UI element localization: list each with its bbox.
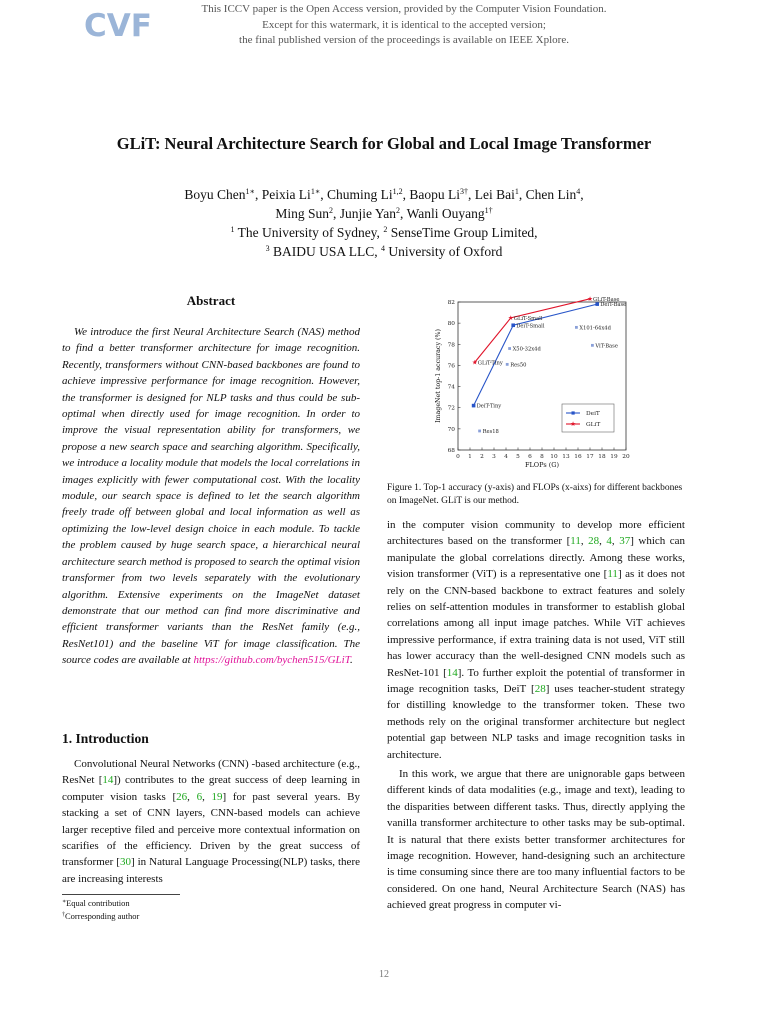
- author-line-2: Ming Sun$^2$, Junjie Yan$^2$, Wanli Ouyang$^{1\dagger}$: [275, 206, 493, 221]
- x-tick-label: 13: [562, 454, 570, 460]
- x-tick-label: 0: [456, 454, 460, 460]
- data-point: ★: [587, 295, 593, 304]
- affiliation-number: 4: [381, 244, 386, 253]
- data-point: [508, 347, 511, 350]
- point-label: X50-32x4d: [512, 346, 541, 353]
- text-run: ] which can manipulate the global correlations directly. Among these works, vision transformer (ViT) is a representative one [: [387, 535, 686, 581]
- data-point: [472, 404, 476, 408]
- intro-paragraph: [62, 756, 360, 887]
- citation-link[interactable]: 26: [176, 790, 188, 803]
- x-tick-label: 4: [504, 454, 508, 460]
- svg-text:CVF: CVF: [84, 8, 152, 44]
- footnote-mark: ∗: [62, 899, 67, 905]
- abstract-body: We introduce the first Neural Architecture Search (NAS) method to find a better transformer architecture for image recognition. Recently, transformers without CNN-based backbones are found to achieve impressive performance for image recognition. However, the transformer is designed for NLP tasks and thus could be sub-optimal when directly used for image recognition. In order to improve the visual representation ability for transformers, we propose a new search space and searching algorithm. Specifically, we introduce a locality module that models the local correlations in images explicitly with fewer computational cost. With the locality module, our search space is defined to let the search algorithm freely trade off between global and local information as well as optimizing the low-level design choice in each module. To tackle the problem caused by huge search space, a hierarchical neural architecture search method is proposed to search the optimal vision transformer from two levels separately with the evolutionary algorithm. Extensive experiments on the ImageNet dataset demonstrate that our method can find more discriminative and efficient transformer variants than the ResNet family (e.g., ResNet101) and the baseline ViT for image classification. The source codes are available at: [62, 326, 360, 667]
- x-axis-label: FLOPs (G): [524, 461, 560, 469]
- y-tick-label: 82: [447, 300, 455, 306]
- citation-link[interactable]: 11: [607, 568, 618, 581]
- legend-label: DeiT: [586, 411, 600, 417]
- footnote-text: Corresponding author: [65, 910, 140, 921]
- author: Baopu Li: [409, 187, 461, 202]
- point-label: Res18: [482, 428, 499, 435]
- data-point: [478, 430, 481, 433]
- author-sup: 2: [329, 206, 334, 215]
- affiliation-number: 1: [230, 225, 235, 234]
- separator: ,: [202, 790, 212, 803]
- point-label: GLiT-Tiny: [477, 360, 503, 367]
- data-point: [511, 323, 515, 327]
- legend-marker: [572, 411, 575, 414]
- x-tick-label: 10: [550, 454, 558, 460]
- y-tick-label: 68: [447, 448, 455, 454]
- point-label: GLiT-Small: [513, 315, 543, 322]
- x-tick-label: 6: [528, 454, 532, 460]
- citation-link[interactable]: 6: [196, 790, 203, 803]
- footnote-equal-contribution: [62, 897, 139, 910]
- abstract-heading: Abstract: [186, 293, 236, 308]
- data-point: ★: [507, 314, 514, 323]
- author-sup: 1†: [484, 206, 493, 215]
- citation-link[interactable]: 14: [102, 774, 114, 787]
- citation-link[interactable]: 14: [446, 666, 458, 679]
- affiliation-number: 2: [383, 225, 388, 234]
- author-block: [0, 185, 768, 261]
- author-sup: 3†: [460, 187, 469, 196]
- data-point: [575, 326, 578, 329]
- point-label: Res50: [510, 362, 527, 369]
- citation-link[interactable]: 19: [211, 790, 223, 803]
- x-tick-label: 8: [540, 454, 544, 460]
- footnote-corresponding-author: [62, 910, 139, 923]
- author: Junjie Yan: [339, 206, 397, 221]
- citation-link[interactable]: 37: [619, 535, 631, 548]
- citation-link[interactable]: 28: [534, 683, 546, 696]
- accuracy-flops-chart: [430, 292, 646, 470]
- point-label: DeiT-Tiny: [476, 403, 502, 410]
- figure-caption: Figure 1. Top-1 accuracy (y-axis) and FLOPs (x-aixs) for different backbones on ImageNet. GLiT is our method.: [387, 483, 683, 506]
- text-run: ] in Natural Language Processing(NLP) tasks, there are increasing interests: [62, 856, 360, 885]
- separator: ,: [611, 535, 620, 548]
- affiliation: BAIDU USA LLC,: [273, 244, 378, 259]
- page-number: 12: [379, 969, 389, 980]
- author-sup: 2: [396, 206, 401, 215]
- y-tick-label: 72: [447, 405, 455, 412]
- x-tick-label: 17: [586, 454, 594, 460]
- text-run: Convolutional Neural Networks (CNN) -based architecture (e.g., ResNet [: [62, 758, 360, 787]
- watermark-line: the final published version of the proceedings is available on IEEE Xplore.: [239, 34, 569, 46]
- author: Wanli Ouyang: [406, 206, 485, 221]
- affiliation-number: 3: [265, 244, 270, 253]
- watermark-line: Except for this watermark, it is identical to the accepted version;: [262, 18, 546, 31]
- citation-link[interactable]: 11: [570, 535, 581, 548]
- affiliation: SenseTime Group Limited,: [390, 225, 538, 240]
- text-run: ]. To further exploit the potential of transformer in image recognition tasks, DeiT [: [387, 666, 685, 696]
- separator: ,: [580, 535, 589, 548]
- point-label: DeiT-Base: [600, 302, 627, 309]
- data-point: [506, 363, 509, 366]
- y-axis-label: ImageNet top-1 accuracy (%): [435, 329, 442, 423]
- legend-marker: ★: [570, 420, 576, 429]
- paper-title: GLiT: Neural Architecture Search for Global and Local Image Transformer: [116, 134, 652, 153]
- text-run: ] uses teacher-student strategy for distilling knowledge to the transformer token. These two methods rely on the original transformer architecture but neglect potential gap between NLP tasks and image recognition tasks in architecture.: [387, 683, 685, 761]
- text-run: in the computer vision community to develop more efficient architectures based on the transformer [: [387, 519, 685, 548]
- paragraph-our-argument: In this work, we argue that there are unignorable gaps between different kinds of data modalities (e.g., image and text), leading to the disparities between different tasks. Thus, directly applying the vanilla transformer architecture to other tasks may be sub-optimal. It is natural that there exists better transformer architectures for image recognition. However, hand-designing such an architecture is time consuming since there are too many influential factors to be considered. On one hand, Neural Architecture Search (NAS) has achieved great progress in computer vi-: [387, 768, 685, 912]
- author-sup: 1∗: [245, 187, 255, 196]
- x-tick-label: 3: [492, 454, 496, 460]
- x-tick-label: 2: [480, 454, 484, 460]
- abstract-period: .: [350, 654, 353, 667]
- point-label: DeiT-Small: [516, 323, 545, 330]
- text-run: ] for past several years. By stacking a set of CNN layers, CNN-based models can achieve larger receptive filed and perceive more contextual information on scarifies of the efficiency. Driven by the great success of transformer [: [62, 790, 361, 869]
- section-heading-introduction: 1. Introduction: [62, 731, 149, 746]
- data-point: [591, 344, 594, 347]
- data-point: [595, 302, 599, 306]
- point-label: X101-64x4d: [579, 325, 611, 332]
- x-tick-label: 16: [574, 454, 582, 460]
- y-tick-label: 78: [447, 342, 455, 349]
- author: Ming Sun: [275, 206, 330, 221]
- intro-paragraph-right: [387, 517, 685, 763]
- text-run: ] as it does not rely on the CNN-based backbone to extract features and solely relies on self-attention modules in transformer to establish global correlations among all input image patches. While ViT achieves impressive performance, if extra training data is not used, ViT still has lower accuracy than the well-designed CNN models such as ResNet-101 [: [387, 568, 685, 679]
- legend-label: GLiT: [586, 422, 601, 428]
- author: Boyu Chen: [184, 187, 246, 202]
- x-tick-label: 19: [610, 454, 618, 460]
- citation-link[interactable]: 28: [588, 535, 600, 548]
- x-tick-label: 20: [622, 454, 630, 460]
- x-tick-label: 5: [516, 454, 520, 460]
- watermark: [150, 2, 658, 49]
- series-line-glit: [475, 299, 590, 362]
- author-sup: 4: [576, 187, 581, 196]
- abstract-text: [62, 324, 360, 669]
- author: Lei Bai: [474, 187, 515, 202]
- citation-link[interactable]: 4: [606, 535, 612, 548]
- citation-link[interactable]: 30: [119, 856, 131, 869]
- source-code-link[interactable]: https://github.com/bychen515/GLiT: [193, 654, 351, 667]
- affiliation: The University of Sydney,: [237, 225, 380, 240]
- text-run: ]) contributes to the great success of deep learning in computer vision tasks [: [62, 774, 360, 803]
- author: Peixia Li: [261, 187, 311, 202]
- separator: ,: [187, 790, 197, 803]
- point-label: ViT-Base: [595, 343, 618, 350]
- author-sup: 1,2: [392, 187, 403, 196]
- author-sup: 1: [514, 187, 519, 196]
- y-tick-label: 70: [447, 426, 455, 433]
- x-tick-label: 18: [598, 454, 606, 460]
- x-tick-label: 1: [468, 454, 472, 460]
- footnote-text: Equal contribution: [66, 898, 130, 908]
- point-label: GLiT-Base: [593, 296, 620, 303]
- author-sup: 1∗: [310, 187, 321, 196]
- affiliation-line-1: [0, 223, 768, 242]
- author-line-1: Boyu Chen$^{1∗}$, Peixia $Li^{1∗}$, Chuming Li$^{1,2}$, Baopu $Li^{3\dagger}$, Lei Bai$^1$, Chen Lin$^4$,: [184, 187, 584, 202]
- footnotes: [62, 897, 139, 922]
- cvf-logo: [84, 6, 152, 44]
- watermark-line: This ICCV paper is the Open Access version, provided by the Computer Vision Foundation.: [201, 3, 607, 15]
- y-tick-label: 76: [447, 363, 455, 370]
- footnote-rule: [62, 894, 180, 895]
- affiliation-line-2: [0, 242, 768, 261]
- author: Chuming Li: [327, 187, 393, 202]
- separator: ,: [599, 535, 607, 548]
- y-tick-label: 74: [447, 384, 455, 391]
- affiliation: University of Oxford: [388, 244, 503, 259]
- y-tick-label: 80: [447, 321, 455, 328]
- author: Chen Lin: [525, 187, 577, 202]
- data-point: ★: [471, 358, 478, 367]
- footnote-mark: †: [62, 911, 65, 918]
